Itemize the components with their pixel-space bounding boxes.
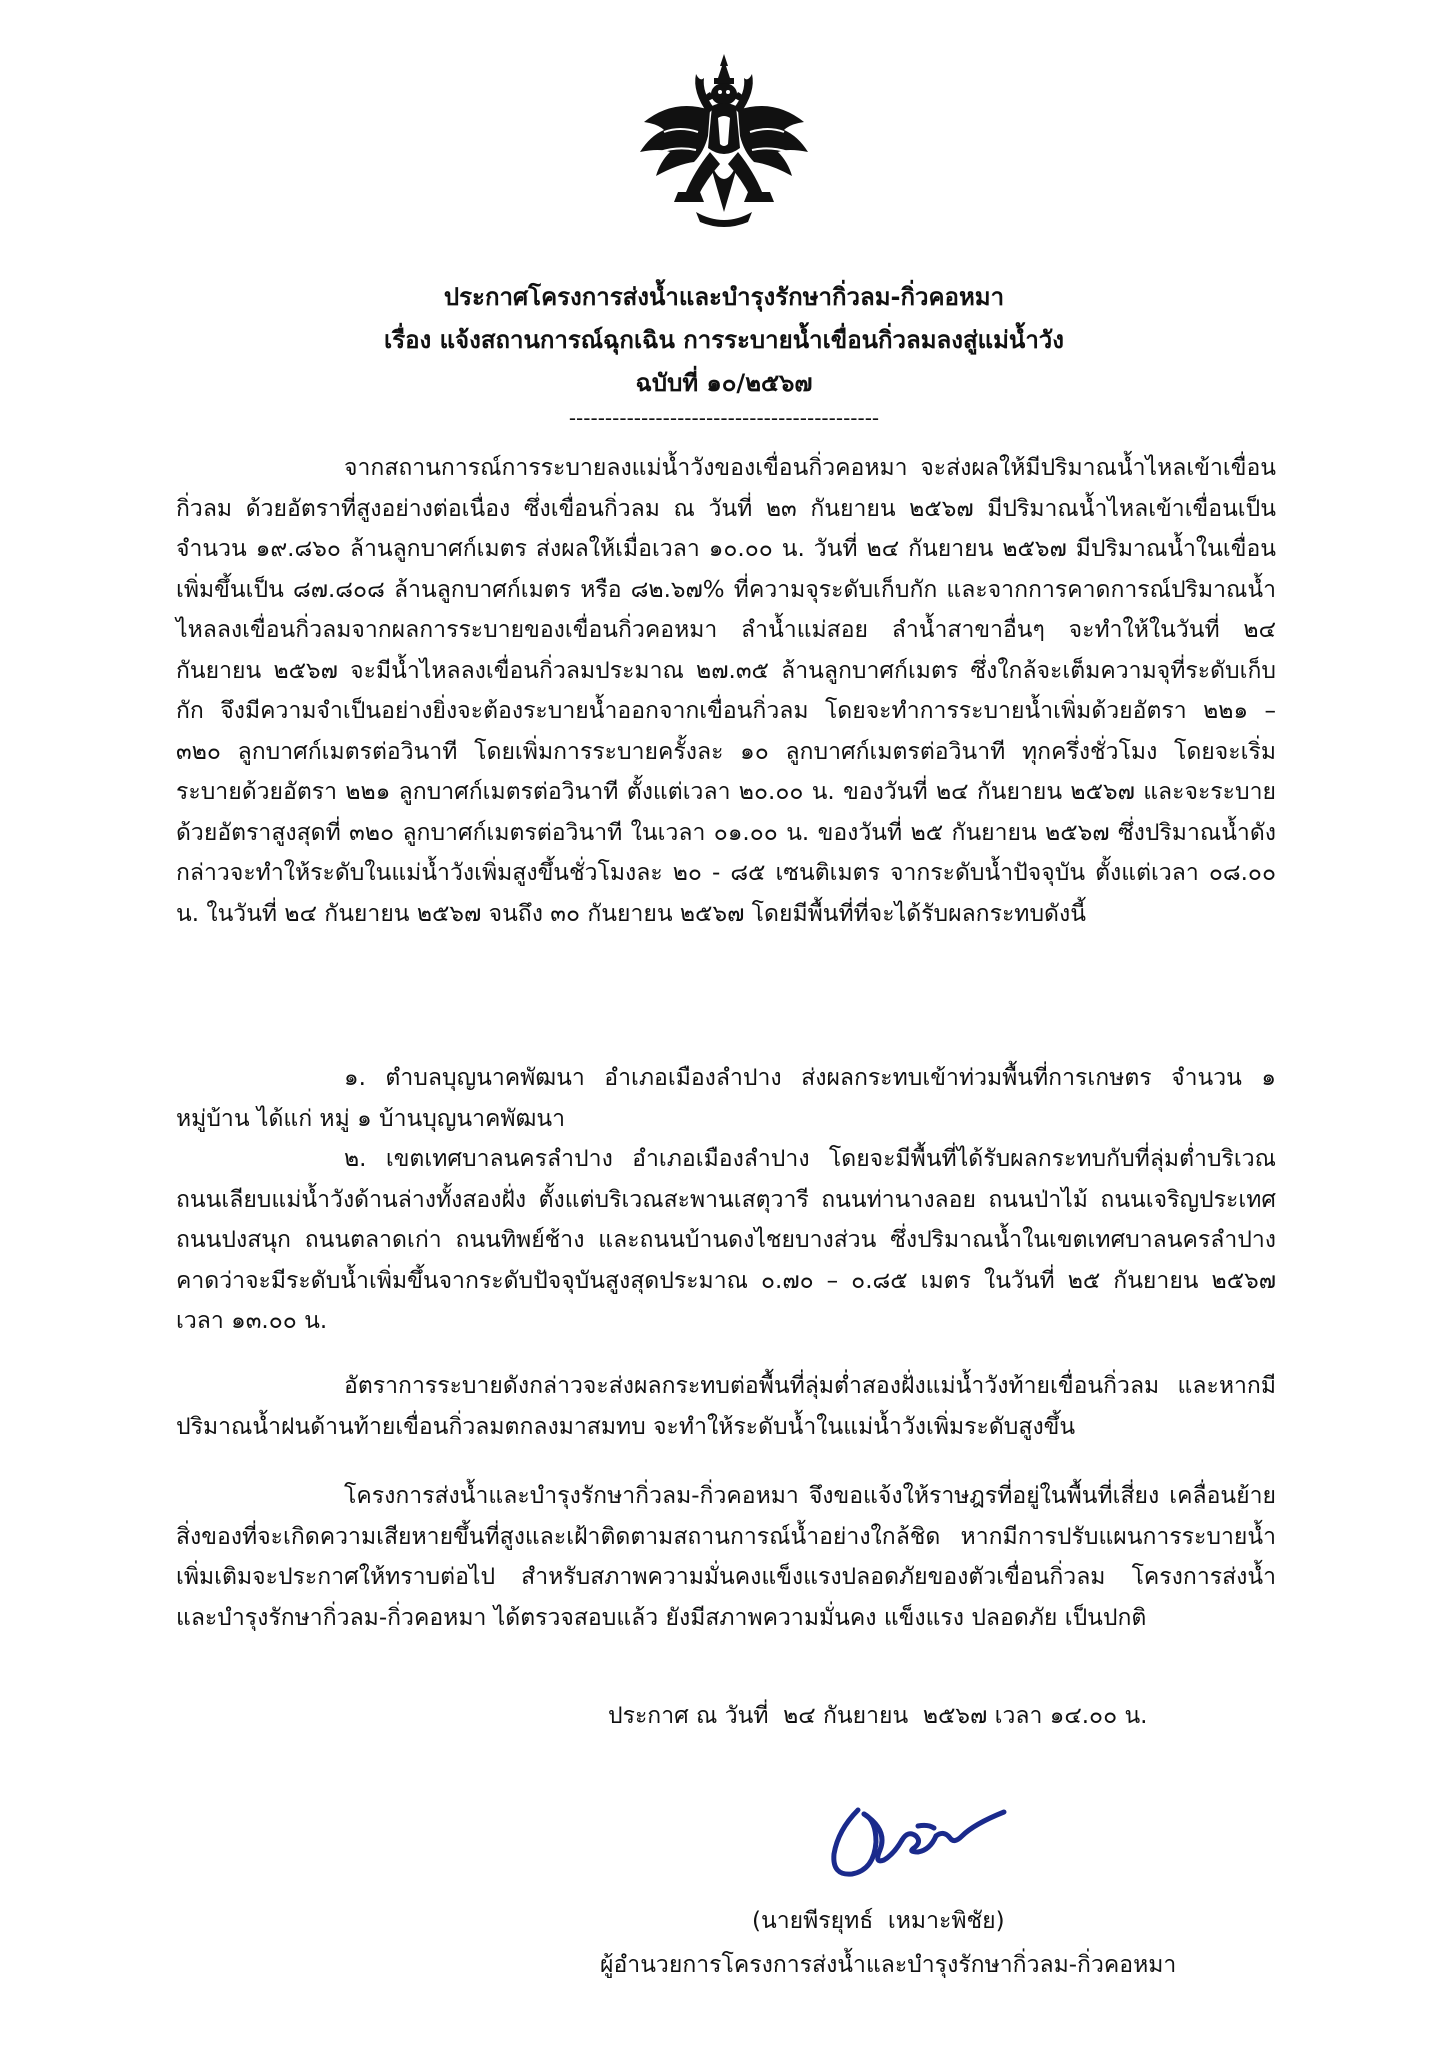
- body-section-main: [176, 448, 1276, 934]
- affected-area-item-1: ๑. ตำบลบุญนาคพัฒนา อำเภอเมืองลำปาง ส่งผลกระทบเข้าท่วมพื้นที่การเกษตร จำนวน ๑ หมู่บ้าน ได้แก่ หมู่ ๑ บ้านบุญนาคพัฒนา: [176, 1065, 1276, 1132]
- garuda-emblem-icon: [634, 52, 814, 232]
- body-paragraph-2: อัตราการระบายดังกล่าวจะส่งผลกระทบต่อพื้นที่ลุ่มต่ำสองฝั่งแม่น้ำวังท้ายเขื่อนกิ่วลม และหากมีปริมาณน้ำฝนด้านท้ายเขื่อนกิ่วลมตกลงมาสมทบ จะทำให้ระดับน้ำในแม่น้ำวังเพิ่มระดับสูงขึ้น: [176, 1373, 1276, 1440]
- affected-area-item-2: ๒. เขตเทศบาลนครลำปาง อำเภอเมืองลำปาง โดยจะมีพื้นที่ได้รับผลกระทบกับที่ลุ่มต่ำบริเวณถนนเลียบแม่น้ำวังด้านล่างทั้งสองฝั่ง ตั้งแต่บริเวณสะพานเสตุวารี ถนนท่านางลอย ถนนป่าไม้ ถนนเจริญประเทศ ถนนปงสนุก ถนนตลาดเก่า ถนนทิพย์ช้าง และถนนบ้านดงไชยบางส่วน ซึ่งปริมาณน้ำในเขตเทศบาลนครลำปาง คาดว่าจะมีระดับน้ำเพิ่มขึ้นจากระดับปัจจุบันสูงสุดประมาณ ๐.๗๐ – ๐.๘๕ เมตร ในวันที่ ๒๕ กันยายน ๒๕๖๗ เวลา ๑๓.๐๐ น.: [176, 1146, 1276, 1334]
- announcement-subject: เรื่อง แจ้งสถานการณ์ฉุกเฉิน การระบายน้ำเขื่อนกิ่วลมลงสู่แม่น้ำวัง: [384, 326, 1064, 354]
- affected-areas-list: [176, 1058, 1276, 1342]
- announcement-date: ประกาศ ณ วันที่ ๒๔ กันยายน ๒๕๖๗ เวลา ๑๔.๐๐ น.: [608, 1703, 1148, 1729]
- signer-name: (นายพีรยุทธ์ เหมาะพิชัย): [752, 1908, 1005, 1934]
- signer-title: ผู้อำนวยการโครงการส่งน้ำและบำรุงรักษากิ่วลม-กิ่วคอหมา: [600, 1952, 1177, 1978]
- body-paragraph-3: โครงการส่งน้ำและบำรุงรักษากิ่วลม-กิ่วคอหมา จึงขอแจ้งให้ราษฎรที่อยู่ในพื้นที่เสี่ยง เคลื่อนย้ายสิ่งของที่จะเกิดความเสียหายขึ้นที่สูงและเฝ้าติดตามสถานการณ์น้ำอย่างใกล้ชิด หากมีการปรับแผนการระบายน้ำเพิ่มเติมจะประกาศให้ทราบต่อไป สำหรับสภาพความมั่นคงแข็งแรงปลอดภัยของตัวเขื่อนกิ่วลม โครงการส่งน้ำและบำรุงรักษากิ่วลม-กิ่วคอหมา ได้ตรวจสอบแล้ว ยังมีสภาพความมั่นคง แข็งแรง ปลอดภัย เป็นปกติ: [176, 1483, 1276, 1631]
- announcement-issue-number: ฉบับที่ ๑๐/๒๕๖๗: [635, 369, 813, 397]
- handwritten-signature-icon: [818, 1790, 1018, 1890]
- body-section-impact: [176, 1366, 1276, 1447]
- announcement-title: ประกาศโครงการส่งน้ำและบำรุงรักษากิ่วลม-กิ่วคอหมา: [443, 283, 1005, 311]
- body-section-advisory: [176, 1476, 1276, 1638]
- divider-line: -------------------------------------------: [568, 406, 880, 430]
- body-paragraph-1: จากสถานการณ์การระบายลงแม่น้ำวังของเขื่อนกิ่วคอหมา จะส่งผลให้มีปริมาณน้ำไหลเข้าเขื่อนกิ่วลม ด้วยอัตราที่สูงอย่างต่อเนื่อง ซึ่งเขื่อนกิ่วลม ณ วันที่ ๒๓ กันยายน ๒๕๖๗ มีปริมาณน้ำไหลเข้าเขื่อนเป็นจำนวน ๑๙.๘๖๐ ล้านลูกบาศก์เมตร ส่งผลให้เมื่อเวลา ๑๐.๐๐ น. วันที่ ๒๔ กันยายน ๒๕๖๗ มีปริมาณน้ำในเขื่อนเพิ่มขึ้นเป็น ๘๗.๘๐๘ ล้านลูกบาศก์เมตร หรือ ๘๒.๖๗% ที่ความจุระดับเก็บกัก และจากการคาดการณ์ปริมาณน้ำไหลลงเขื่อนกิ่วลมจากผลการระบายของเขื่อนกิ่วคอหมา ลำน้ำแม่สอย ลำน้ำสาขาอื่นๆ จะทำให้ในวันที่ ๒๔ กันยายน ๒๕๖๗ จะมีน้ำไหลลงเขื่อนกิ่วลมประมาณ ๒๗.๓๕ ล้านลูกบาศก์เมตร ซึ่งใกล้จะเต็มความจุที่ระดับเก็บกัก จึงมีความจำเป็นอย่างยิ่งจะต้องระบายน้ำออกจากเขื่อนกิ่วลม โดยจะทำการระบายน้ำเพิ่มด้วยอัตรา ๒๒๑ – ๓๒๐ ลูกบาศก์เมตรต่อวินาที โดยเพิ่มการระบายครั้งละ ๑๐ ลูกบาศก์เมตรต่อวินาที ทุกครึ่งชั่วโมง โดยจะเริ่มระบายด้วยอัตรา ๒๒๑ ลูกบาศก์เมตรต่อวินาที ตั้งแต่เวลา ๒๐.๐๐ น. ของวันที่ ๒๔ กันยายน ๒๕๖๗ และจะระบายด้วยอัตราสูงสุดที่ ๓๒๐ ลูกบาศก์เมตรต่อวินาที ในเวลา ๐๑.๐๐ น. ของวันที่ ๒๕ กันยายน ๒๕๖๗ ซึ่งปริมาณน้ำดังกล่าวจะทำให้ระดับในแม่น้ำวังเพิ่มสูงขึ้นชั่วโมงละ ๒๐ - ๘๕ เซนติเมตร จากระดับน้ำปัจจุบัน ตั้งแต่เวลา ๐๘.๐๐ น. ในวันที่ ๒๔ กันยายน ๒๕๖๗ จนถึง ๓๐ กันยายน ๒๕๖๗ โดยมีพื้นที่ที่จะได้รับผลกระทบดังนี้: [176, 455, 1276, 927]
